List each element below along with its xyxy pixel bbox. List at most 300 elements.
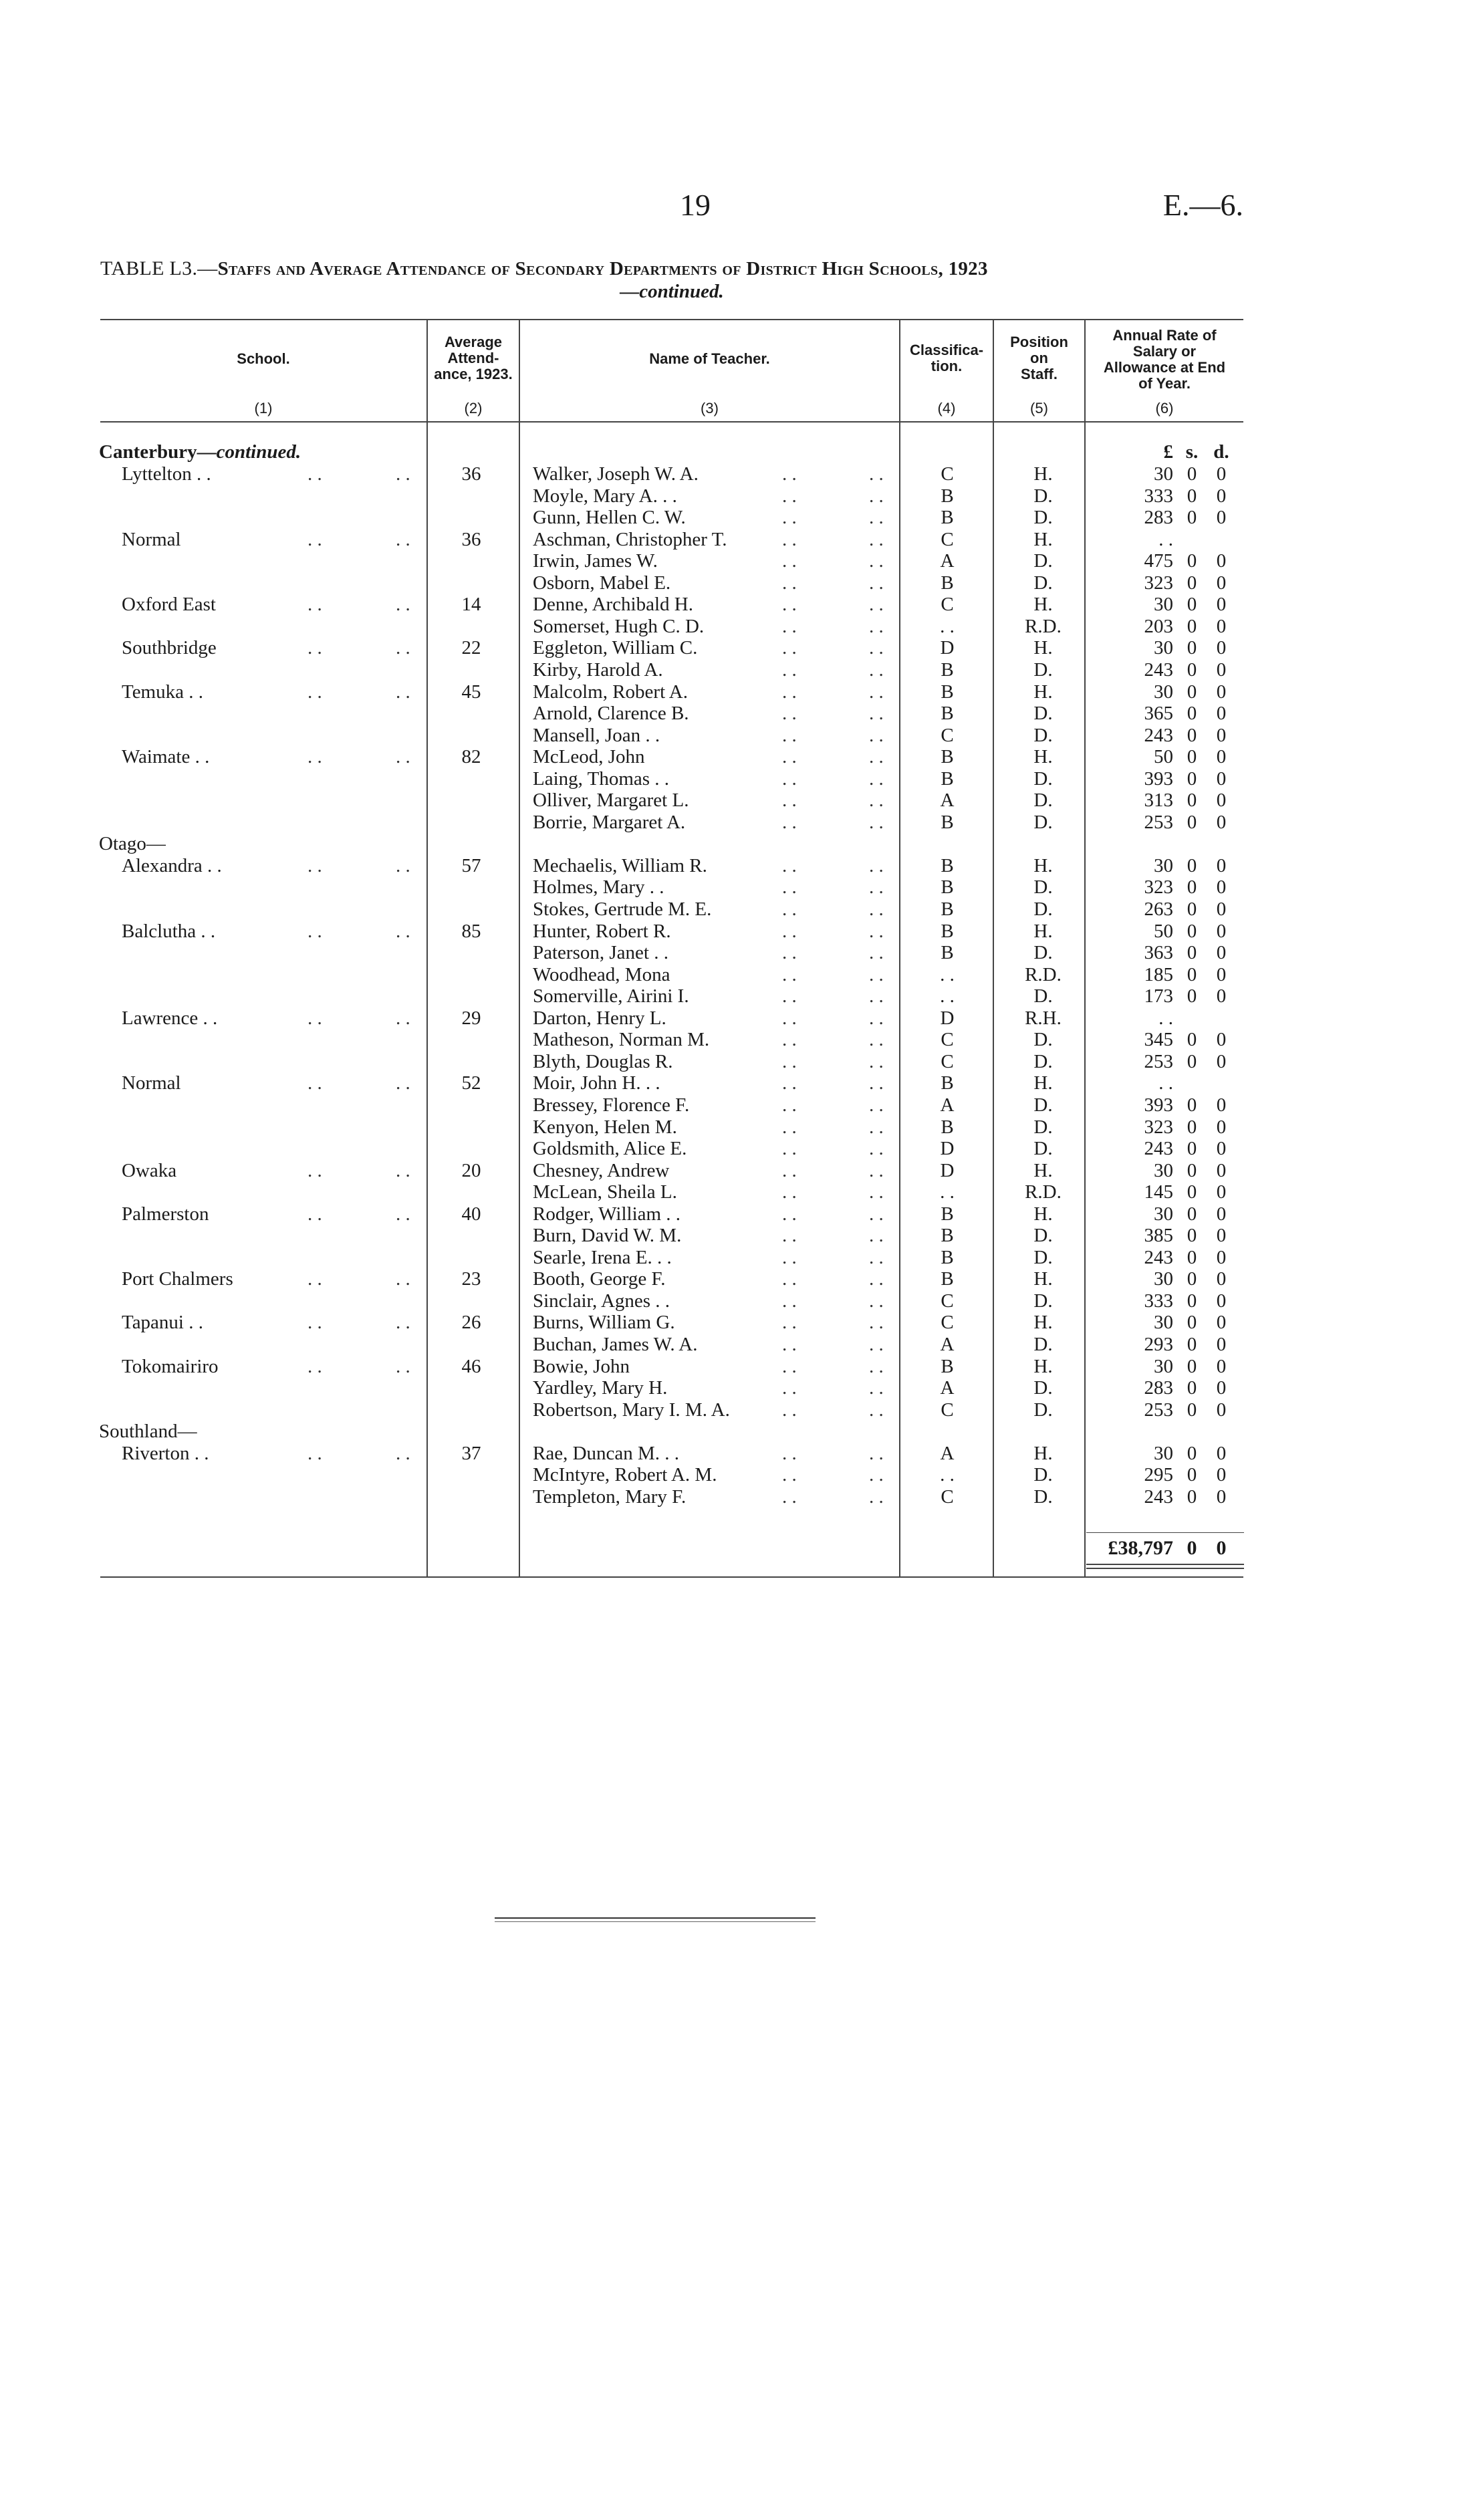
end-rule-thin bbox=[495, 1921, 816, 1922]
table-row bbox=[0, 572, 1484, 594]
salary-shillings: 0 bbox=[1187, 1312, 1197, 1334]
salary-pounds: 295 bbox=[1144, 1464, 1173, 1486]
salary-shillings: 0 bbox=[1187, 1290, 1197, 1312]
table-row bbox=[0, 1290, 1484, 1312]
leader-dots: . . bbox=[869, 507, 884, 529]
region-name: Southland— bbox=[99, 1421, 197, 1443]
leader-dots: . . bbox=[782, 1464, 797, 1486]
leader-dots: . . bbox=[869, 637, 884, 659]
teacher-name: Moir, John H. . . bbox=[533, 1072, 660, 1094]
region-name: Otago— bbox=[99, 833, 166, 855]
column-number: (4) bbox=[937, 400, 956, 416]
leader-dots: . . bbox=[869, 1268, 884, 1290]
leader-dots: . . bbox=[782, 550, 797, 572]
teacher-name: Borrie, Margaret A. bbox=[533, 811, 686, 833]
classification: B bbox=[941, 703, 954, 725]
leader-dots: . . bbox=[307, 1007, 322, 1029]
classification: B bbox=[941, 899, 954, 920]
salary-pence: 0 bbox=[1216, 681, 1227, 703]
table-row bbox=[0, 616, 1484, 638]
school-name: Lyttelton . . bbox=[122, 463, 211, 485]
classification: B bbox=[941, 1225, 954, 1247]
page-code: E.—6. bbox=[1162, 188, 1243, 222]
position-on-staff: D. bbox=[1033, 724, 1053, 746]
position-on-staff: R.H. bbox=[1025, 1007, 1062, 1029]
table-row bbox=[0, 1334, 1484, 1356]
average-attendance: 36 bbox=[461, 528, 481, 550]
leader-dots: . . bbox=[782, 1268, 797, 1290]
unit-pounds: £ bbox=[1163, 441, 1173, 463]
unit-shillings: s. bbox=[1185, 441, 1199, 463]
table-row bbox=[0, 703, 1484, 725]
leader-dots: . . bbox=[869, 1334, 884, 1355]
total-double-rule bbox=[1086, 1568, 1244, 1569]
leader-dots: . . bbox=[869, 1377, 884, 1399]
region-row bbox=[0, 1421, 1484, 1443]
table-row bbox=[0, 985, 1484, 1007]
leader-dots: . . bbox=[307, 1355, 322, 1377]
leader-dots: . . bbox=[782, 507, 797, 529]
table-title bbox=[100, 257, 1243, 280]
salary-pence: 0 bbox=[1216, 703, 1227, 725]
table-row bbox=[0, 1486, 1484, 1508]
leader-dots: . . bbox=[869, 1050, 884, 1072]
salary-pounds: 283 bbox=[1144, 507, 1173, 529]
leader-dots: . . bbox=[307, 1159, 322, 1181]
salary-pence: 0 bbox=[1216, 1442, 1227, 1464]
position-on-staff: D. bbox=[1033, 1464, 1053, 1486]
column-number: (1) bbox=[254, 400, 273, 416]
salary-pounds: 30 bbox=[1154, 637, 1173, 659]
leader-dots: . . bbox=[782, 811, 797, 833]
classification: B bbox=[941, 572, 954, 594]
salary-pounds: 30 bbox=[1154, 1268, 1173, 1290]
salary-pounds: 50 bbox=[1154, 920, 1173, 942]
leader-dots: . . bbox=[869, 746, 884, 768]
classification: C bbox=[941, 1399, 954, 1421]
leader-dots: . . bbox=[782, 594, 797, 616]
salary-shillings: 0 bbox=[1187, 703, 1197, 725]
average-attendance: 29 bbox=[461, 1007, 481, 1029]
classification: C bbox=[941, 724, 954, 746]
salary-shillings: 0 bbox=[1187, 1094, 1197, 1116]
table-row bbox=[0, 1116, 1484, 1139]
teacher-name: Hunter, Robert R. bbox=[533, 920, 671, 942]
table-top-rule bbox=[100, 319, 1243, 320]
leader-dots: . . bbox=[782, 1225, 797, 1247]
salary-shillings: 0 bbox=[1187, 594, 1197, 616]
table-row bbox=[0, 1225, 1484, 1247]
table-row bbox=[0, 1007, 1484, 1030]
average-attendance: 36 bbox=[461, 463, 481, 485]
leader-dots: . . bbox=[782, 485, 797, 507]
leader-dots: . . bbox=[396, 1203, 410, 1225]
salary-pence: 0 bbox=[1216, 1094, 1227, 1116]
header-attendance-line: Average bbox=[444, 334, 502, 350]
leader-dots: . . bbox=[782, 1159, 797, 1181]
table-row bbox=[0, 550, 1484, 572]
salary-shillings: 0 bbox=[1187, 1355, 1197, 1377]
classification: . . bbox=[940, 615, 955, 637]
school-name: Owaka bbox=[122, 1159, 177, 1181]
leader-dots: . . bbox=[782, 920, 797, 942]
leader-dots: . . bbox=[396, 528, 410, 550]
teacher-name: Holmes, Mary . . bbox=[533, 876, 664, 899]
salary-pounds: 243 bbox=[1144, 1138, 1173, 1160]
leader-dots: . . bbox=[869, 1464, 884, 1486]
teacher-name: Osborn, Mabel E. bbox=[533, 572, 671, 594]
salary-pence: 0 bbox=[1216, 659, 1227, 681]
leader-dots: . . bbox=[307, 1312, 322, 1334]
salary-pence: 0 bbox=[1216, 767, 1227, 790]
leader-dots: . . bbox=[782, 724, 797, 746]
classification: B bbox=[941, 811, 954, 833]
salary-pence: 0 bbox=[1216, 1116, 1227, 1138]
salary-pence: 0 bbox=[1216, 1377, 1227, 1399]
school-name: Palmerston bbox=[122, 1203, 209, 1225]
table-row bbox=[0, 1377, 1484, 1399]
salary-shillings: 0 bbox=[1187, 1138, 1197, 1160]
school-name: Temuka . . bbox=[122, 681, 203, 703]
position-on-staff: D. bbox=[1033, 1334, 1053, 1355]
leader-dots: . . bbox=[782, 637, 797, 659]
leader-dots: . . bbox=[782, 1050, 797, 1072]
salary-pounds: 243 bbox=[1144, 724, 1173, 746]
school-name: Southbridge bbox=[122, 637, 217, 659]
salary-shillings: 0 bbox=[1187, 681, 1197, 703]
average-attendance: 85 bbox=[461, 920, 481, 942]
position-on-staff: H. bbox=[1033, 1159, 1053, 1181]
leader-dots: . . bbox=[396, 1007, 410, 1029]
position-on-staff: D. bbox=[1033, 876, 1053, 899]
teacher-name: Blyth, Douglas R. bbox=[533, 1050, 673, 1072]
header-position bbox=[994, 334, 1084, 382]
salary-pounds: 323 bbox=[1144, 1116, 1173, 1138]
teacher-name: Somerville, Airini I. bbox=[533, 985, 689, 1007]
position-on-staff: D. bbox=[1033, 985, 1053, 1007]
school-name: Oxford East bbox=[122, 594, 216, 616]
salary-pence: 0 bbox=[1216, 790, 1227, 812]
salary-pence: 0 bbox=[1216, 507, 1227, 529]
salary-pounds: . . bbox=[1158, 1007, 1173, 1029]
salary-pence: 0 bbox=[1216, 572, 1227, 594]
classification: B bbox=[941, 767, 954, 790]
leader-dots: . . bbox=[782, 942, 797, 964]
leader-dots: . . bbox=[869, 463, 884, 485]
classification: A bbox=[940, 1377, 955, 1399]
teacher-name: Bressey, Florence F. bbox=[533, 1094, 690, 1116]
salary-pence: 0 bbox=[1216, 1355, 1227, 1377]
salary-shillings: 0 bbox=[1187, 1377, 1197, 1399]
average-attendance: 52 bbox=[461, 1072, 481, 1094]
salary-pence: 0 bbox=[1216, 811, 1227, 833]
table-row bbox=[0, 1399, 1484, 1421]
table-title-prefix: TABLE L3.— bbox=[100, 257, 218, 279]
leader-dots: . . bbox=[869, 942, 884, 964]
table-row bbox=[0, 768, 1484, 790]
leader-dots: . . bbox=[782, 1116, 797, 1138]
classification: C bbox=[941, 1312, 954, 1334]
salary-shillings: 0 bbox=[1187, 724, 1197, 746]
salary-pounds: 475 bbox=[1144, 550, 1173, 572]
leader-dots: . . bbox=[396, 1355, 410, 1377]
salary-pounds: 30 bbox=[1154, 1203, 1173, 1225]
classification: . . bbox=[940, 1464, 955, 1486]
average-attendance: 20 bbox=[461, 1159, 481, 1181]
salary-shillings: 0 bbox=[1187, 507, 1197, 529]
column-number: (5) bbox=[1030, 400, 1048, 416]
teacher-name: Aschman, Christopher T. bbox=[533, 528, 727, 550]
table-row bbox=[0, 1356, 1484, 1378]
leader-dots: . . bbox=[869, 1203, 884, 1225]
table-row bbox=[0, 463, 1484, 485]
salary-pence: 0 bbox=[1216, 1485, 1227, 1508]
salary-shillings: 0 bbox=[1187, 1464, 1197, 1486]
teacher-name: Irwin, James W. bbox=[533, 550, 658, 572]
salary-shillings: 0 bbox=[1187, 1116, 1197, 1138]
teacher-name: McLean, Sheila L. bbox=[533, 1181, 677, 1203]
salary-pounds: 173 bbox=[1144, 985, 1173, 1007]
leader-dots: . . bbox=[782, 1334, 797, 1355]
salary-pence: 0 bbox=[1216, 963, 1227, 985]
table-row bbox=[0, 529, 1484, 551]
teacher-name: Burn, David W. M. bbox=[533, 1225, 682, 1247]
salary-pence: 0 bbox=[1216, 615, 1227, 637]
region-header-row bbox=[0, 441, 1484, 463]
leader-dots: . . bbox=[869, 681, 884, 703]
leader-dots: . . bbox=[782, 1442, 797, 1464]
leader-dots: . . bbox=[396, 1072, 410, 1094]
header-salary-line: Salary or bbox=[1132, 343, 1197, 360]
leader-dots: . . bbox=[307, 854, 322, 876]
leader-dots: . . bbox=[782, 854, 797, 876]
header-classification-line: Classifica- bbox=[909, 342, 984, 358]
leader-dots: . . bbox=[396, 1159, 410, 1181]
position-on-staff: D. bbox=[1033, 1399, 1053, 1421]
classification: B bbox=[941, 659, 954, 681]
classification: D bbox=[940, 1007, 955, 1029]
classification: C bbox=[941, 594, 954, 616]
position-on-staff: H. bbox=[1033, 594, 1053, 616]
classification: C bbox=[941, 1485, 954, 1508]
leader-dots: . . bbox=[869, 1029, 884, 1051]
leader-dots: . . bbox=[782, 1181, 797, 1203]
salary-pence: 0 bbox=[1216, 1203, 1227, 1225]
header-classification-line: tion. bbox=[931, 358, 963, 374]
school-name: Riverton . . bbox=[122, 1442, 209, 1464]
unit-pence: d. bbox=[1213, 441, 1229, 463]
salary-shillings: 0 bbox=[1187, 876, 1197, 899]
leader-dots: . . bbox=[782, 572, 797, 594]
table-title-main: Staffs and Average Attendance of Secondary Departments of District High Schools, 1923 bbox=[217, 258, 988, 279]
teacher-name: Burns, William G. bbox=[533, 1312, 675, 1334]
leader-dots: . . bbox=[782, 1246, 797, 1268]
region-name: Canterbury—continued. bbox=[99, 441, 301, 463]
salary-pounds: 393 bbox=[1144, 1094, 1173, 1116]
teacher-name: Buchan, James W. A. bbox=[533, 1334, 698, 1355]
page-number: 19 bbox=[680, 188, 711, 222]
classification: B bbox=[941, 942, 954, 964]
leader-dots: . . bbox=[782, 703, 797, 725]
leader-dots: . . bbox=[396, 1268, 410, 1290]
leader-dots: . . bbox=[782, 1094, 797, 1116]
teacher-name: Mansell, Joan . . bbox=[533, 724, 660, 746]
leader-dots: . . bbox=[782, 746, 797, 768]
salary-pounds: 30 bbox=[1154, 1312, 1173, 1334]
salary-pounds: 365 bbox=[1144, 703, 1173, 725]
leader-dots: . . bbox=[782, 1072, 797, 1094]
table-row bbox=[0, 1051, 1484, 1073]
salary-pence: 0 bbox=[1216, 550, 1227, 572]
leader-dots: . . bbox=[307, 637, 322, 659]
leader-dots: . . bbox=[869, 615, 884, 637]
classification: B bbox=[941, 485, 954, 507]
leader-dots: . . bbox=[307, 1072, 322, 1094]
table-row bbox=[0, 507, 1484, 529]
classification: C bbox=[941, 1290, 954, 1312]
position-on-staff: D. bbox=[1033, 942, 1053, 964]
table-row bbox=[0, 855, 1484, 877]
classification: B bbox=[941, 1116, 954, 1138]
position-on-staff: D. bbox=[1033, 1225, 1053, 1247]
leader-dots: . . bbox=[782, 1029, 797, 1051]
table-row bbox=[0, 1181, 1484, 1203]
salary-shillings: 0 bbox=[1187, 790, 1197, 812]
salary-pounds: 50 bbox=[1154, 746, 1173, 768]
leader-dots: . . bbox=[869, 1442, 884, 1464]
position-on-staff: D. bbox=[1033, 790, 1053, 812]
average-attendance: 22 bbox=[461, 637, 481, 659]
salary-shillings: 0 bbox=[1187, 767, 1197, 790]
position-on-staff: D. bbox=[1033, 1116, 1053, 1138]
teacher-name: Arnold, Clarence B. bbox=[533, 703, 689, 725]
salary-pounds: 385 bbox=[1144, 1225, 1173, 1247]
column-number: (3) bbox=[701, 400, 719, 416]
salary-pounds: 243 bbox=[1144, 1246, 1173, 1268]
classification: D bbox=[940, 1159, 955, 1181]
salary-shillings: 0 bbox=[1187, 572, 1197, 594]
table-row bbox=[0, 725, 1484, 747]
leader-dots: . . bbox=[782, 615, 797, 637]
school-name: Normal bbox=[122, 1072, 181, 1094]
salary-pence: 0 bbox=[1216, 485, 1227, 507]
salary-pounds: 313 bbox=[1144, 790, 1173, 812]
salary-shillings: 0 bbox=[1187, 1181, 1197, 1203]
salary-pounds: . . bbox=[1158, 1072, 1173, 1094]
leader-dots: . . bbox=[307, 1442, 322, 1464]
position-on-staff: D. bbox=[1033, 1290, 1053, 1312]
teacher-name: Rae, Duncan M. . . bbox=[533, 1442, 680, 1464]
classification: A bbox=[940, 1442, 955, 1464]
leader-dots: . . bbox=[869, 1007, 884, 1029]
leader-dots: . . bbox=[869, 724, 884, 746]
leader-dots: . . bbox=[869, 1072, 884, 1094]
classification: B bbox=[941, 1246, 954, 1268]
position-on-staff: H. bbox=[1033, 854, 1053, 876]
salary-pence: 0 bbox=[1216, 854, 1227, 876]
leader-dots: . . bbox=[782, 985, 797, 1007]
teacher-name: Walker, Joseph W. A. bbox=[533, 463, 699, 485]
position-on-staff: H. bbox=[1033, 1442, 1053, 1464]
school-name: Port Chalmers bbox=[122, 1268, 233, 1290]
leader-dots: . . bbox=[869, 1138, 884, 1160]
leader-dots: . . bbox=[869, 899, 884, 920]
classification: B bbox=[941, 920, 954, 942]
leader-dots: . . bbox=[396, 1312, 410, 1334]
school-name: Waimate . . bbox=[122, 746, 210, 768]
leader-dots: . . bbox=[869, 811, 884, 833]
leader-dots: . . bbox=[782, 528, 797, 550]
teacher-name: Malcolm, Robert A. bbox=[533, 681, 688, 703]
teacher-name: Kenyon, Helen M. bbox=[533, 1116, 677, 1138]
leader-dots: . . bbox=[307, 463, 322, 485]
salary-shillings: 0 bbox=[1187, 463, 1197, 485]
salary-pounds: 253 bbox=[1144, 1050, 1173, 1072]
column-number: (6) bbox=[1155, 400, 1174, 416]
salary-shillings: 0 bbox=[1187, 1246, 1197, 1268]
salary-shillings: 0 bbox=[1187, 485, 1197, 507]
teacher-name: Booth, George F. bbox=[533, 1268, 666, 1290]
table-row bbox=[0, 812, 1484, 834]
teacher-name: Denne, Archibald H. bbox=[533, 594, 693, 616]
classification: C bbox=[941, 463, 954, 485]
leader-dots: . . bbox=[307, 920, 322, 942]
leader-dots: . . bbox=[782, 1355, 797, 1377]
table-subtitle: —continued. bbox=[620, 281, 724, 302]
salary-shillings: 0 bbox=[1187, 1159, 1197, 1181]
position-on-staff: D. bbox=[1033, 550, 1053, 572]
classification: C bbox=[941, 528, 954, 550]
position-on-staff: D. bbox=[1033, 572, 1053, 594]
position-on-staff: H. bbox=[1033, 1203, 1053, 1225]
leader-dots: . . bbox=[869, 790, 884, 812]
salary-pounds: 30 bbox=[1154, 1159, 1173, 1181]
school-name: Tapanui . . bbox=[122, 1312, 203, 1334]
table-row bbox=[0, 1160, 1484, 1182]
salary-shillings: 0 bbox=[1187, 550, 1197, 572]
position-on-staff: D. bbox=[1033, 659, 1053, 681]
header-school: School. bbox=[237, 350, 290, 367]
table-row bbox=[0, 594, 1484, 616]
classification: A bbox=[940, 1334, 955, 1355]
leader-dots: . . bbox=[396, 1442, 410, 1464]
salary-shillings: 0 bbox=[1187, 637, 1197, 659]
header-classification bbox=[900, 342, 993, 374]
school-name: Balclutha . . bbox=[122, 920, 216, 942]
salary-pounds: 243 bbox=[1144, 1485, 1173, 1508]
leader-dots: . . bbox=[782, 1485, 797, 1508]
teacher-name: Searle, Irena E. . . bbox=[533, 1246, 672, 1268]
table-row bbox=[0, 1072, 1484, 1094]
leader-dots: . . bbox=[396, 594, 410, 616]
table-row bbox=[0, 659, 1484, 681]
teacher-name: Somerset, Hugh C. D. bbox=[533, 615, 705, 637]
classification: B bbox=[941, 1268, 954, 1290]
salary-pounds: 30 bbox=[1154, 463, 1173, 485]
teacher-name: Robertson, Mary I. M. A. bbox=[533, 1399, 730, 1421]
header-attendance bbox=[428, 334, 519, 382]
position-on-staff: R.D. bbox=[1025, 615, 1062, 637]
average-attendance: 26 bbox=[461, 1312, 481, 1334]
position-on-staff: D. bbox=[1033, 1050, 1053, 1072]
salary-pounds: 30 bbox=[1154, 854, 1173, 876]
classification: B bbox=[941, 1203, 954, 1225]
teacher-name: Kirby, Harold A. bbox=[533, 659, 663, 681]
position-on-staff: H. bbox=[1033, 1268, 1053, 1290]
salary-pounds: . . bbox=[1158, 528, 1173, 550]
leader-dots: . . bbox=[869, 1312, 884, 1334]
leader-dots: . . bbox=[869, 1225, 884, 1247]
